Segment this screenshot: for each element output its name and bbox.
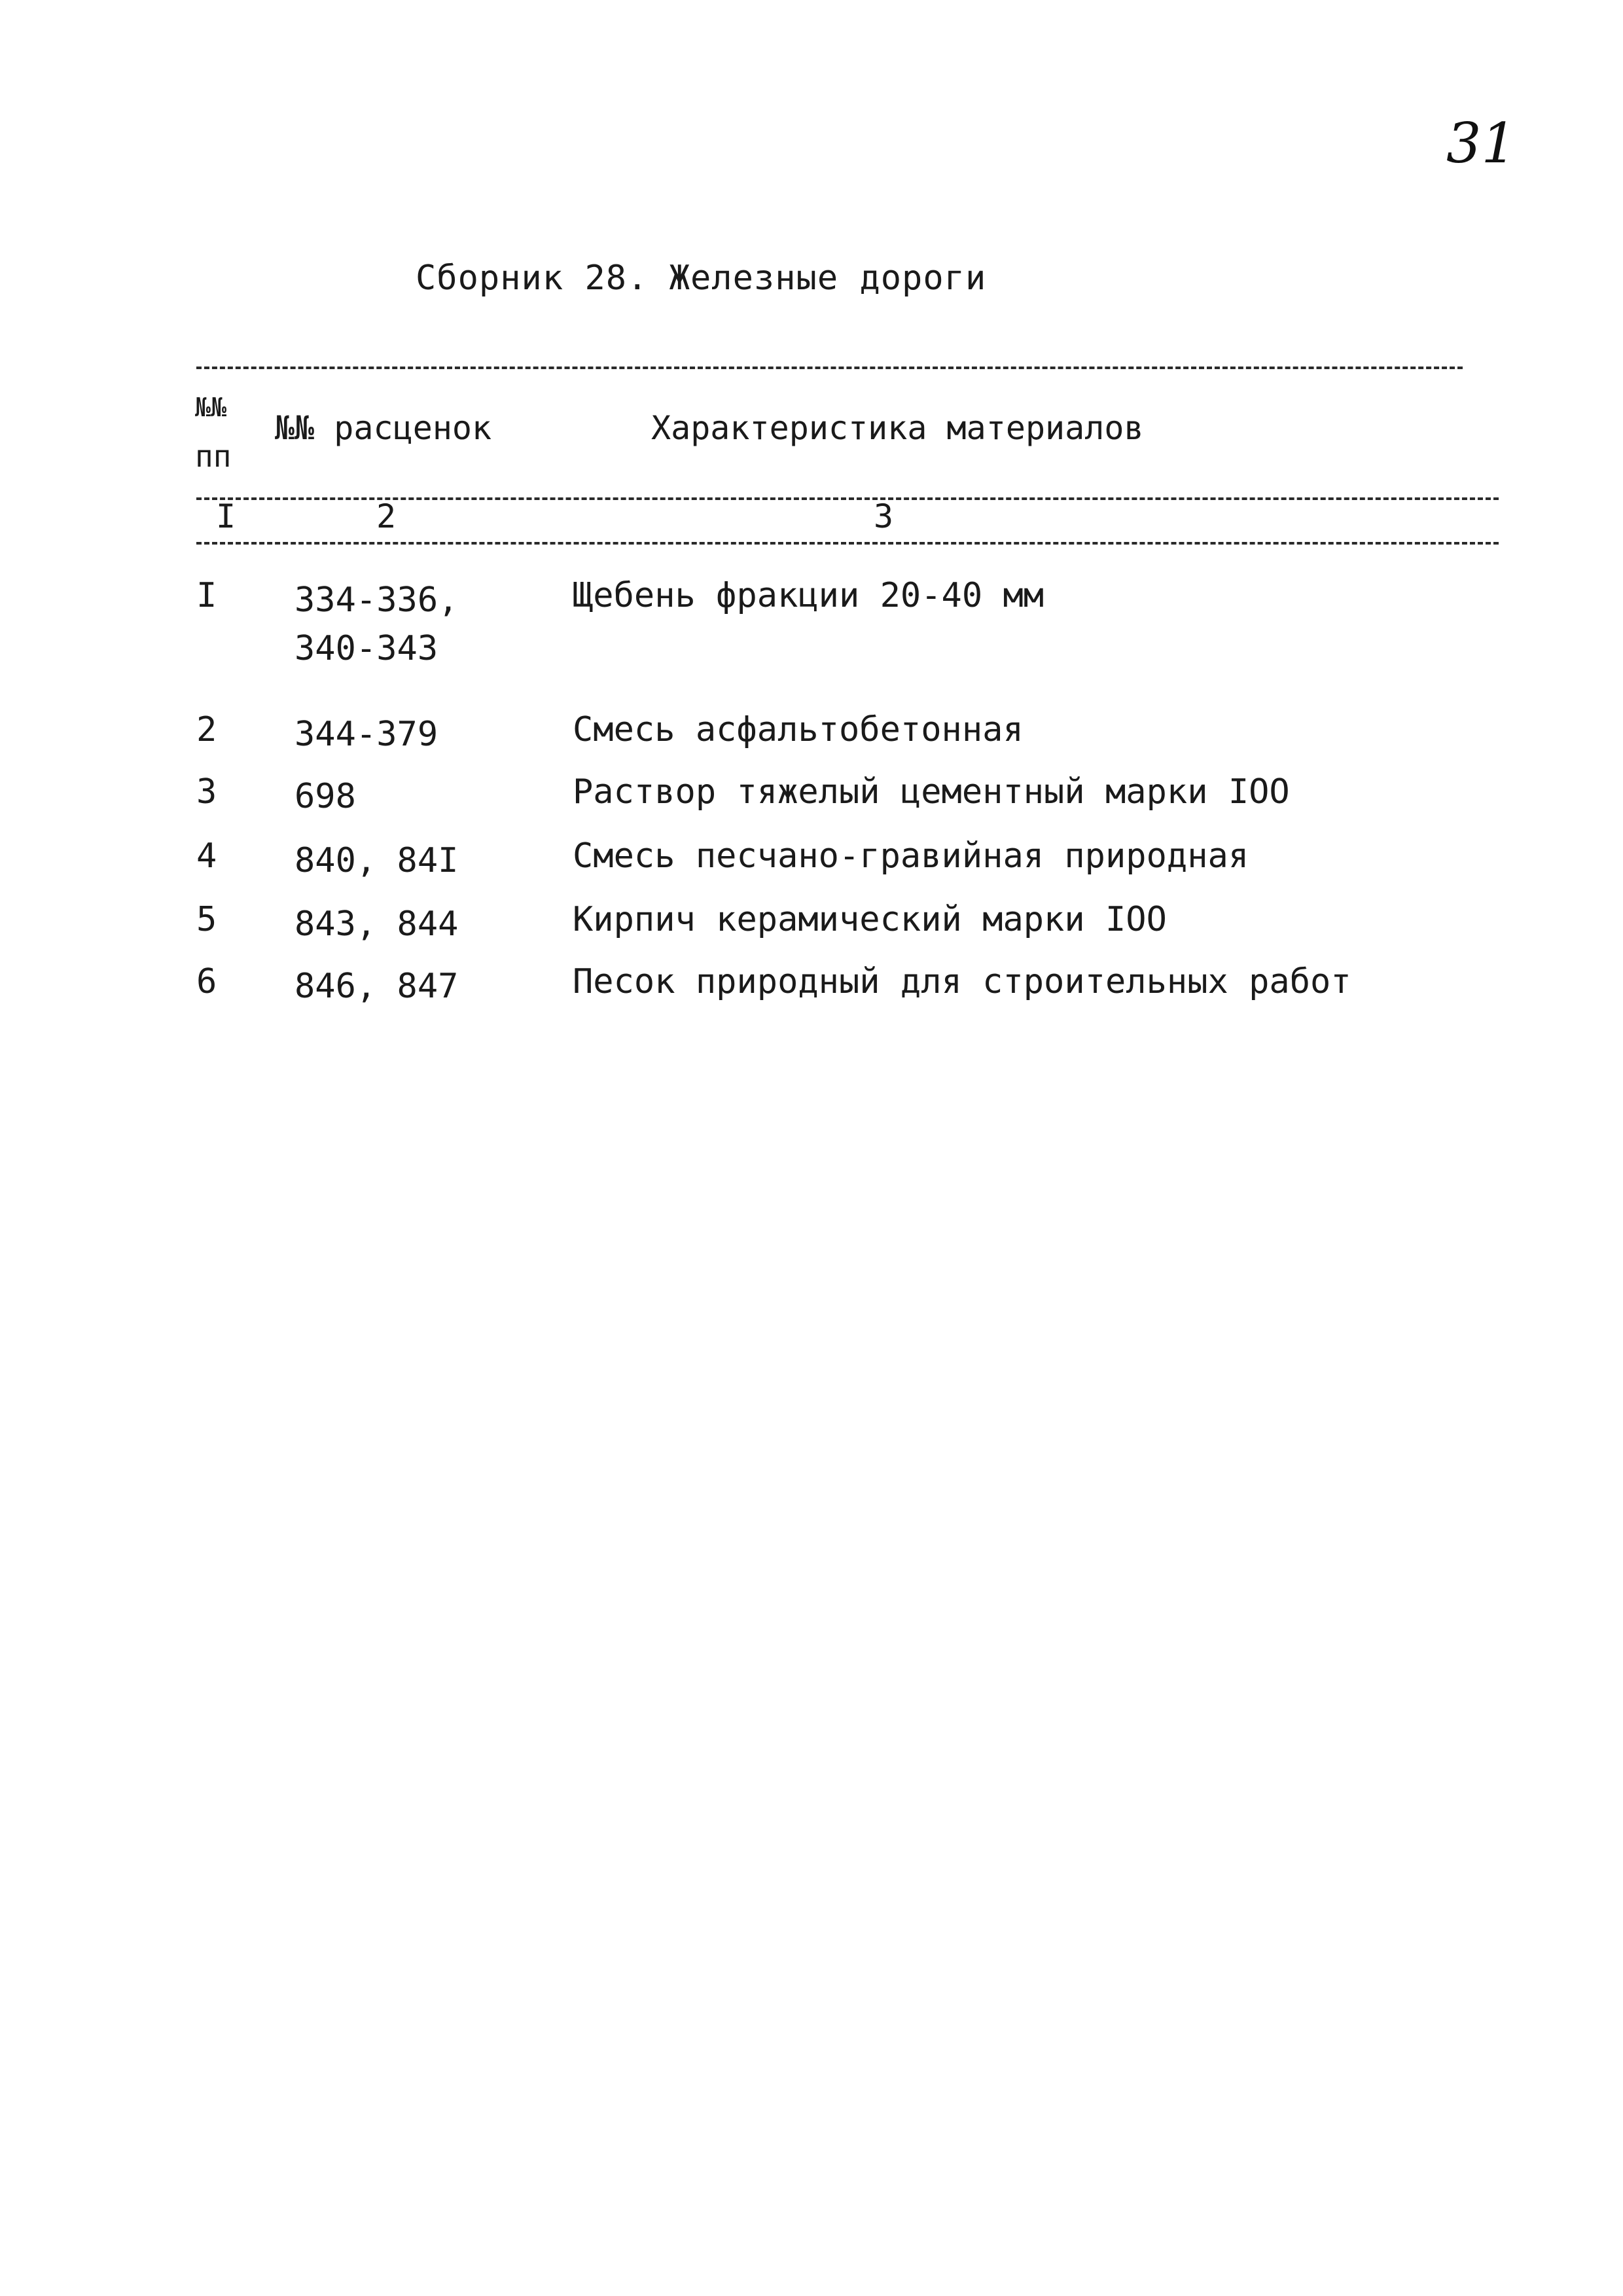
row-rates-line: 846, 847	[294, 967, 459, 1006]
row-description: Раствор тяжелый цементный марки IOO	[573, 772, 1290, 812]
row-rates	[294, 772, 356, 821]
row-rates	[294, 962, 458, 1011]
row-description: Щебень фракции 20-40 мм	[573, 576, 1044, 615]
row-rates	[294, 576, 458, 673]
row-description: Песок природный для строительных работ	[573, 962, 1351, 1001]
row-rates	[294, 710, 438, 759]
row-rates-line: 340-343	[294, 629, 438, 668]
row-rates	[294, 836, 458, 885]
row-rates-line: 843, 844	[294, 905, 459, 944]
row-number: 5	[196, 900, 217, 939]
row-rates-line: 344-379	[294, 715, 438, 754]
row-description: Смесь асфальтобетонная	[573, 710, 1024, 749]
column-number-1: I	[216, 497, 236, 535]
row-rates-line: 698	[294, 777, 356, 816]
table-rule-top	[196, 367, 1463, 369]
row-description: Кирпич керамический марки IOO	[573, 900, 1167, 939]
row-description: Смесь песчано-гравийная природная	[573, 836, 1249, 876]
row-number: I	[196, 576, 217, 615]
column-number-3: 3	[874, 497, 894, 535]
row-number: 4	[196, 836, 217, 876]
row-number: 2	[196, 710, 217, 749]
table-rule-column-numbers	[196, 542, 1499, 545]
row-number: 6	[196, 962, 217, 1001]
page-number: 31	[1446, 111, 1516, 175]
header-number-label-line2: пп	[195, 439, 232, 474]
row-number: 3	[196, 772, 217, 812]
header-description-label: Характеристика материалов	[651, 409, 1144, 447]
page-title: Сборник 28. Железные дороги	[416, 259, 987, 298]
column-number-2: 2	[376, 497, 397, 535]
row-rates-line: 840, 84I	[294, 841, 459, 880]
header-rates-label: №№ расценок	[275, 409, 492, 447]
header-number-label-line1: №№	[195, 393, 227, 423]
row-rates	[294, 900, 458, 948]
row-rates-line: 334-336,	[294, 581, 459, 620]
